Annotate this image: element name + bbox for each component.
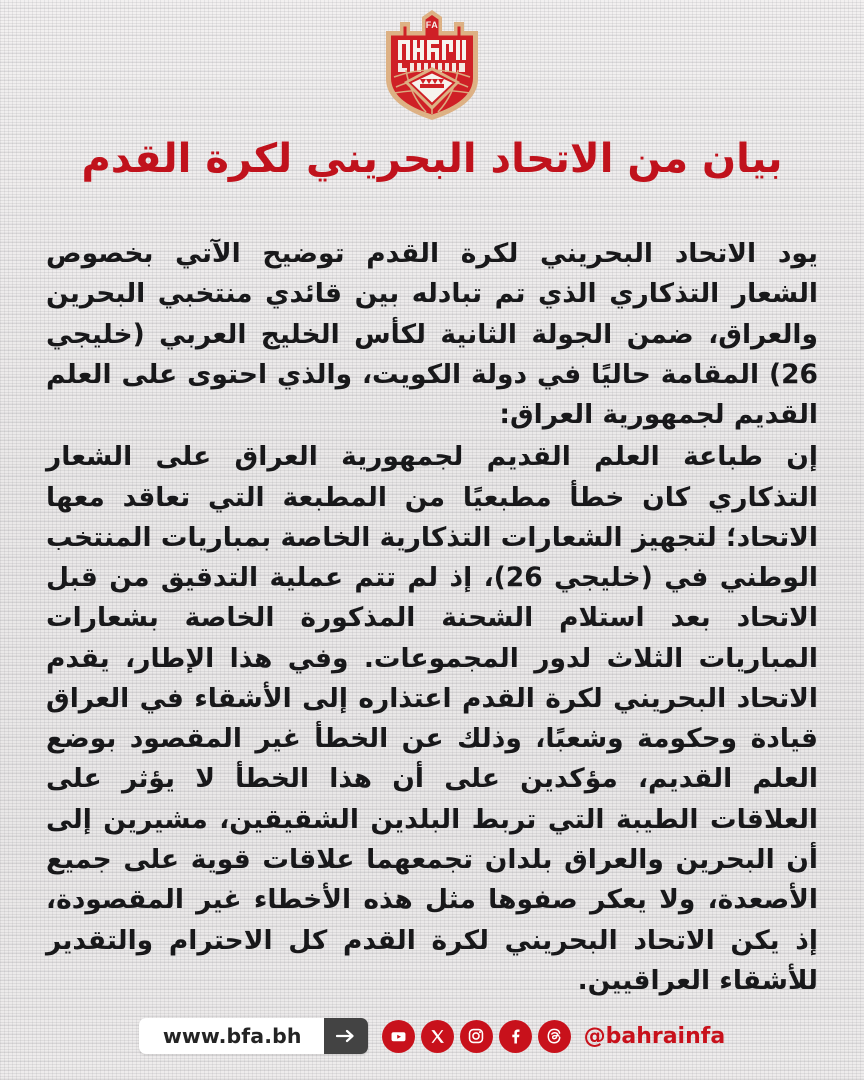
threads-icon[interactable] xyxy=(538,1020,571,1053)
instagram-glyph xyxy=(467,1027,485,1045)
bahrain-fa-crest-icon xyxy=(376,7,488,123)
statement-body xyxy=(46,234,818,1003)
youtube-icon[interactable] xyxy=(382,1020,415,1053)
bfa-logo xyxy=(376,6,488,124)
social-links xyxy=(382,1020,571,1053)
arrow-right-glyph xyxy=(336,1028,356,1044)
social-handle: @bahrainfa xyxy=(583,1023,726,1049)
website-url-label: www.bfa.bh xyxy=(162,1024,302,1048)
x-icon[interactable] xyxy=(421,1020,454,1053)
statement-paragraph-1: يود الاتحاد البحريني لكرة القدم توضيح الآتي بخصوص الشعار التذكاري الذي تم تبادله بين قائدي منتخبي البحرين والعراق، ضمن الجولة الثانية لكأس الخليج العربي (خليجي 26) المقامة حاليًا في دولة الكويت، والذي احتوى على العلم القديم لجمهورية العراق: xyxy=(46,237,818,431)
arrow-right-icon[interactable] xyxy=(324,1018,368,1054)
x-glyph xyxy=(429,1028,446,1045)
facebook-glyph xyxy=(506,1027,524,1045)
instagram-icon[interactable] xyxy=(460,1020,493,1053)
svg-text:FA: FA xyxy=(425,20,439,30)
page-title: بيان من الاتحاد البحريني لكرة القدم xyxy=(81,136,783,182)
youtube-glyph xyxy=(389,1027,408,1046)
facebook-icon[interactable] xyxy=(499,1020,532,1053)
statement-paragraph-2: إن طباعة العلم القديم لجمهورية العراق على الشعار التذكاري كان خطأ مطبعيًا من المطبعة التي تعاقد معها الاتحاد؛ لتجهيز الشعارات التذكارية الخاصة بمباريات المنتخب الوطني في (خليجي 26)، إذ لم تتم عملية التدقيق من قبل الاتحاد بعد استلام الشحنة المذكورة الخاصة بشعارات المباريات الثلاث لدور المجموعات. وفي هذا الإطار، يقدم الاتحاد البحريني لكرة القدم اعتذاره إلى الأشقاء في العراق قيادة وحكومة وشعبًا، وذلك عن الخطأ غير المقصود بوضع العلم القديم، مؤكدين على أن هذا الخطأ لا يؤثر على العلاقات الطيبة التي تربط البلدين الشقيقين، مشيرين إلى أن البحرين والعراق بلدان تجمعهما علاقات قوية على جميع الأصعدة، ولا يعكر صفوها مثل هذه الأخطاء غير المقصودة، إذ يكن الاتحاد البحريني لكرة القدم كل الاحترام والتقدير للأشقاء العراقيين. xyxy=(46,441,818,996)
threads-glyph xyxy=(545,1027,563,1045)
footer-bar xyxy=(0,1014,864,1058)
website-link[interactable] xyxy=(139,1018,368,1054)
